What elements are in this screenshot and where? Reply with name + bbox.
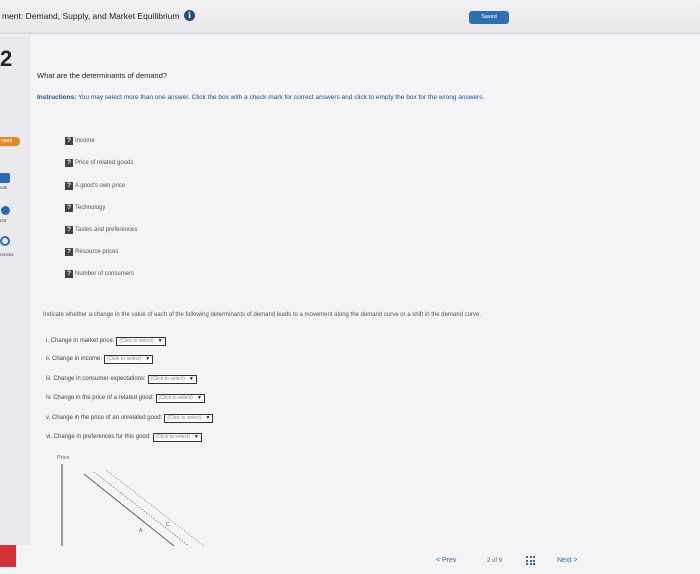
option-price-related-goods[interactable] [65, 158, 133, 168]
row-unrelated-good [46, 413, 213, 423]
dropdown-arrow-icon: ▼ [145, 355, 151, 362]
point-a-label: A [139, 528, 143, 534]
page-total: 9 [498, 558, 503, 564]
instructions-body: You may select more than one answer. Click the box with a check mark for correct answers and click to empty the box for the wrong answers. [76, 94, 485, 101]
select-value: (Click to select) [167, 414, 202, 421]
checkbox-icon[interactable]: ? [65, 159, 73, 167]
option-label: Technology [75, 205, 106, 211]
prev-button[interactable]: < Prev [436, 557, 457, 564]
row-label: v. Change in the price of an unrelated good: [46, 415, 163, 421]
footer-nav [0, 552, 700, 574]
demand-curve-d2 [94, 472, 189, 546]
dropdown-arrow-icon: ▼ [157, 337, 163, 344]
checkbox-icon[interactable]: ? [65, 137, 73, 145]
dropdown-arrow-icon: ▼ [205, 414, 211, 421]
row-preferences [46, 432, 202, 442]
instructions [37, 93, 557, 102]
status-badge: oped [0, 137, 20, 146]
answer-select[interactable] [164, 414, 213, 423]
row-related-good [46, 393, 205, 403]
row-market-price [46, 336, 166, 346]
answer-select[interactable] [148, 375, 197, 384]
graph-y-label: Price [57, 455, 70, 461]
page-indicator [487, 558, 502, 564]
checkbox-icon[interactable]: ? [65, 270, 73, 278]
checkbox-icon[interactable]: ? [65, 182, 73, 190]
row-label: ii. Change in income: [46, 356, 103, 362]
page-of: of [492, 558, 498, 564]
option-income[interactable] [65, 136, 95, 146]
dropdown-arrow-icon: ▼ [188, 375, 194, 382]
answer-select[interactable] [153, 433, 202, 442]
dropdown-arrow-icon: ▼ [193, 433, 199, 440]
option-own-price[interactable] [65, 181, 125, 191]
answer-select[interactable] [116, 337, 165, 346]
point-c-label: C [166, 522, 170, 528]
option-label: Tastes and preferences [75, 227, 138, 233]
print-label[interactable]: rint [0, 218, 7, 223]
checkbox-icon[interactable]: ? [65, 248, 73, 256]
assignment-header [0, 0, 700, 34]
option-label: Price of related goods [75, 160, 134, 166]
part2-instructions: Indicate whether a change in the value of each of the following determinants of demand leads to a movement along the demand curve or a shift in the demand curve. [43, 312, 481, 318]
question-prompt: What are the determinants of demand? [37, 71, 168, 80]
demand-curve-d1 [84, 474, 174, 546]
row-label: vi. Change in preferences for this good: [46, 434, 151, 440]
row-income [46, 354, 153, 364]
option-number-consumers[interactable] [65, 269, 134, 279]
left-sidebar [0, 35, 30, 545]
select-value: (Click to select) [155, 433, 190, 440]
grid-icon[interactable] [526, 556, 535, 565]
references-label[interactable]: rences [0, 252, 14, 257]
answer-select[interactable] [104, 355, 153, 364]
ebook-icon[interactable] [0, 173, 10, 183]
ebook-label[interactable]: ook [0, 185, 8, 190]
checkbox-icon[interactable]: ? [65, 226, 73, 234]
option-tastes[interactable] [65, 225, 137, 235]
answer-select[interactable] [156, 394, 205, 403]
option-label: Number of consumers [75, 271, 135, 277]
option-label: Resource prices [75, 249, 119, 255]
select-value: (Click to select) [119, 337, 154, 344]
row-expectations [46, 374, 197, 384]
option-technology[interactable] [65, 203, 105, 213]
option-label: Income [75, 138, 95, 144]
demand-graph [54, 454, 234, 554]
select-value: (Click to select) [107, 355, 142, 362]
select-value: (Click to select) [150, 375, 185, 382]
row-label: iii. Change in consumer expectations: [46, 376, 146, 382]
option-resource-prices[interactable] [65, 247, 118, 257]
print-icon[interactable] [1, 206, 10, 215]
select-value: (Click to select) [158, 394, 193, 401]
checkbox-icon[interactable]: ? [65, 204, 73, 212]
saved-badge: Saved [469, 11, 509, 24]
page-current: 2 [487, 558, 491, 564]
references-icon[interactable] [0, 236, 10, 246]
demand-curve-d3 [106, 470, 204, 546]
row-label: i. Change in market price: [46, 338, 115, 344]
info-icon[interactable]: i [184, 10, 195, 21]
instructions-heading: Instructions: [37, 94, 77, 101]
assignment-title: ment: Demand, Supply, and Market Equilibrium [2, 11, 180, 21]
row-label: iv. Change in the price of a related good: [46, 395, 154, 401]
next-button[interactable]: Next > [557, 557, 578, 564]
dropdown-arrow-icon: ▼ [196, 394, 202, 401]
option-label: A good's own price [75, 183, 126, 189]
question-number: 2 [0, 46, 13, 71]
